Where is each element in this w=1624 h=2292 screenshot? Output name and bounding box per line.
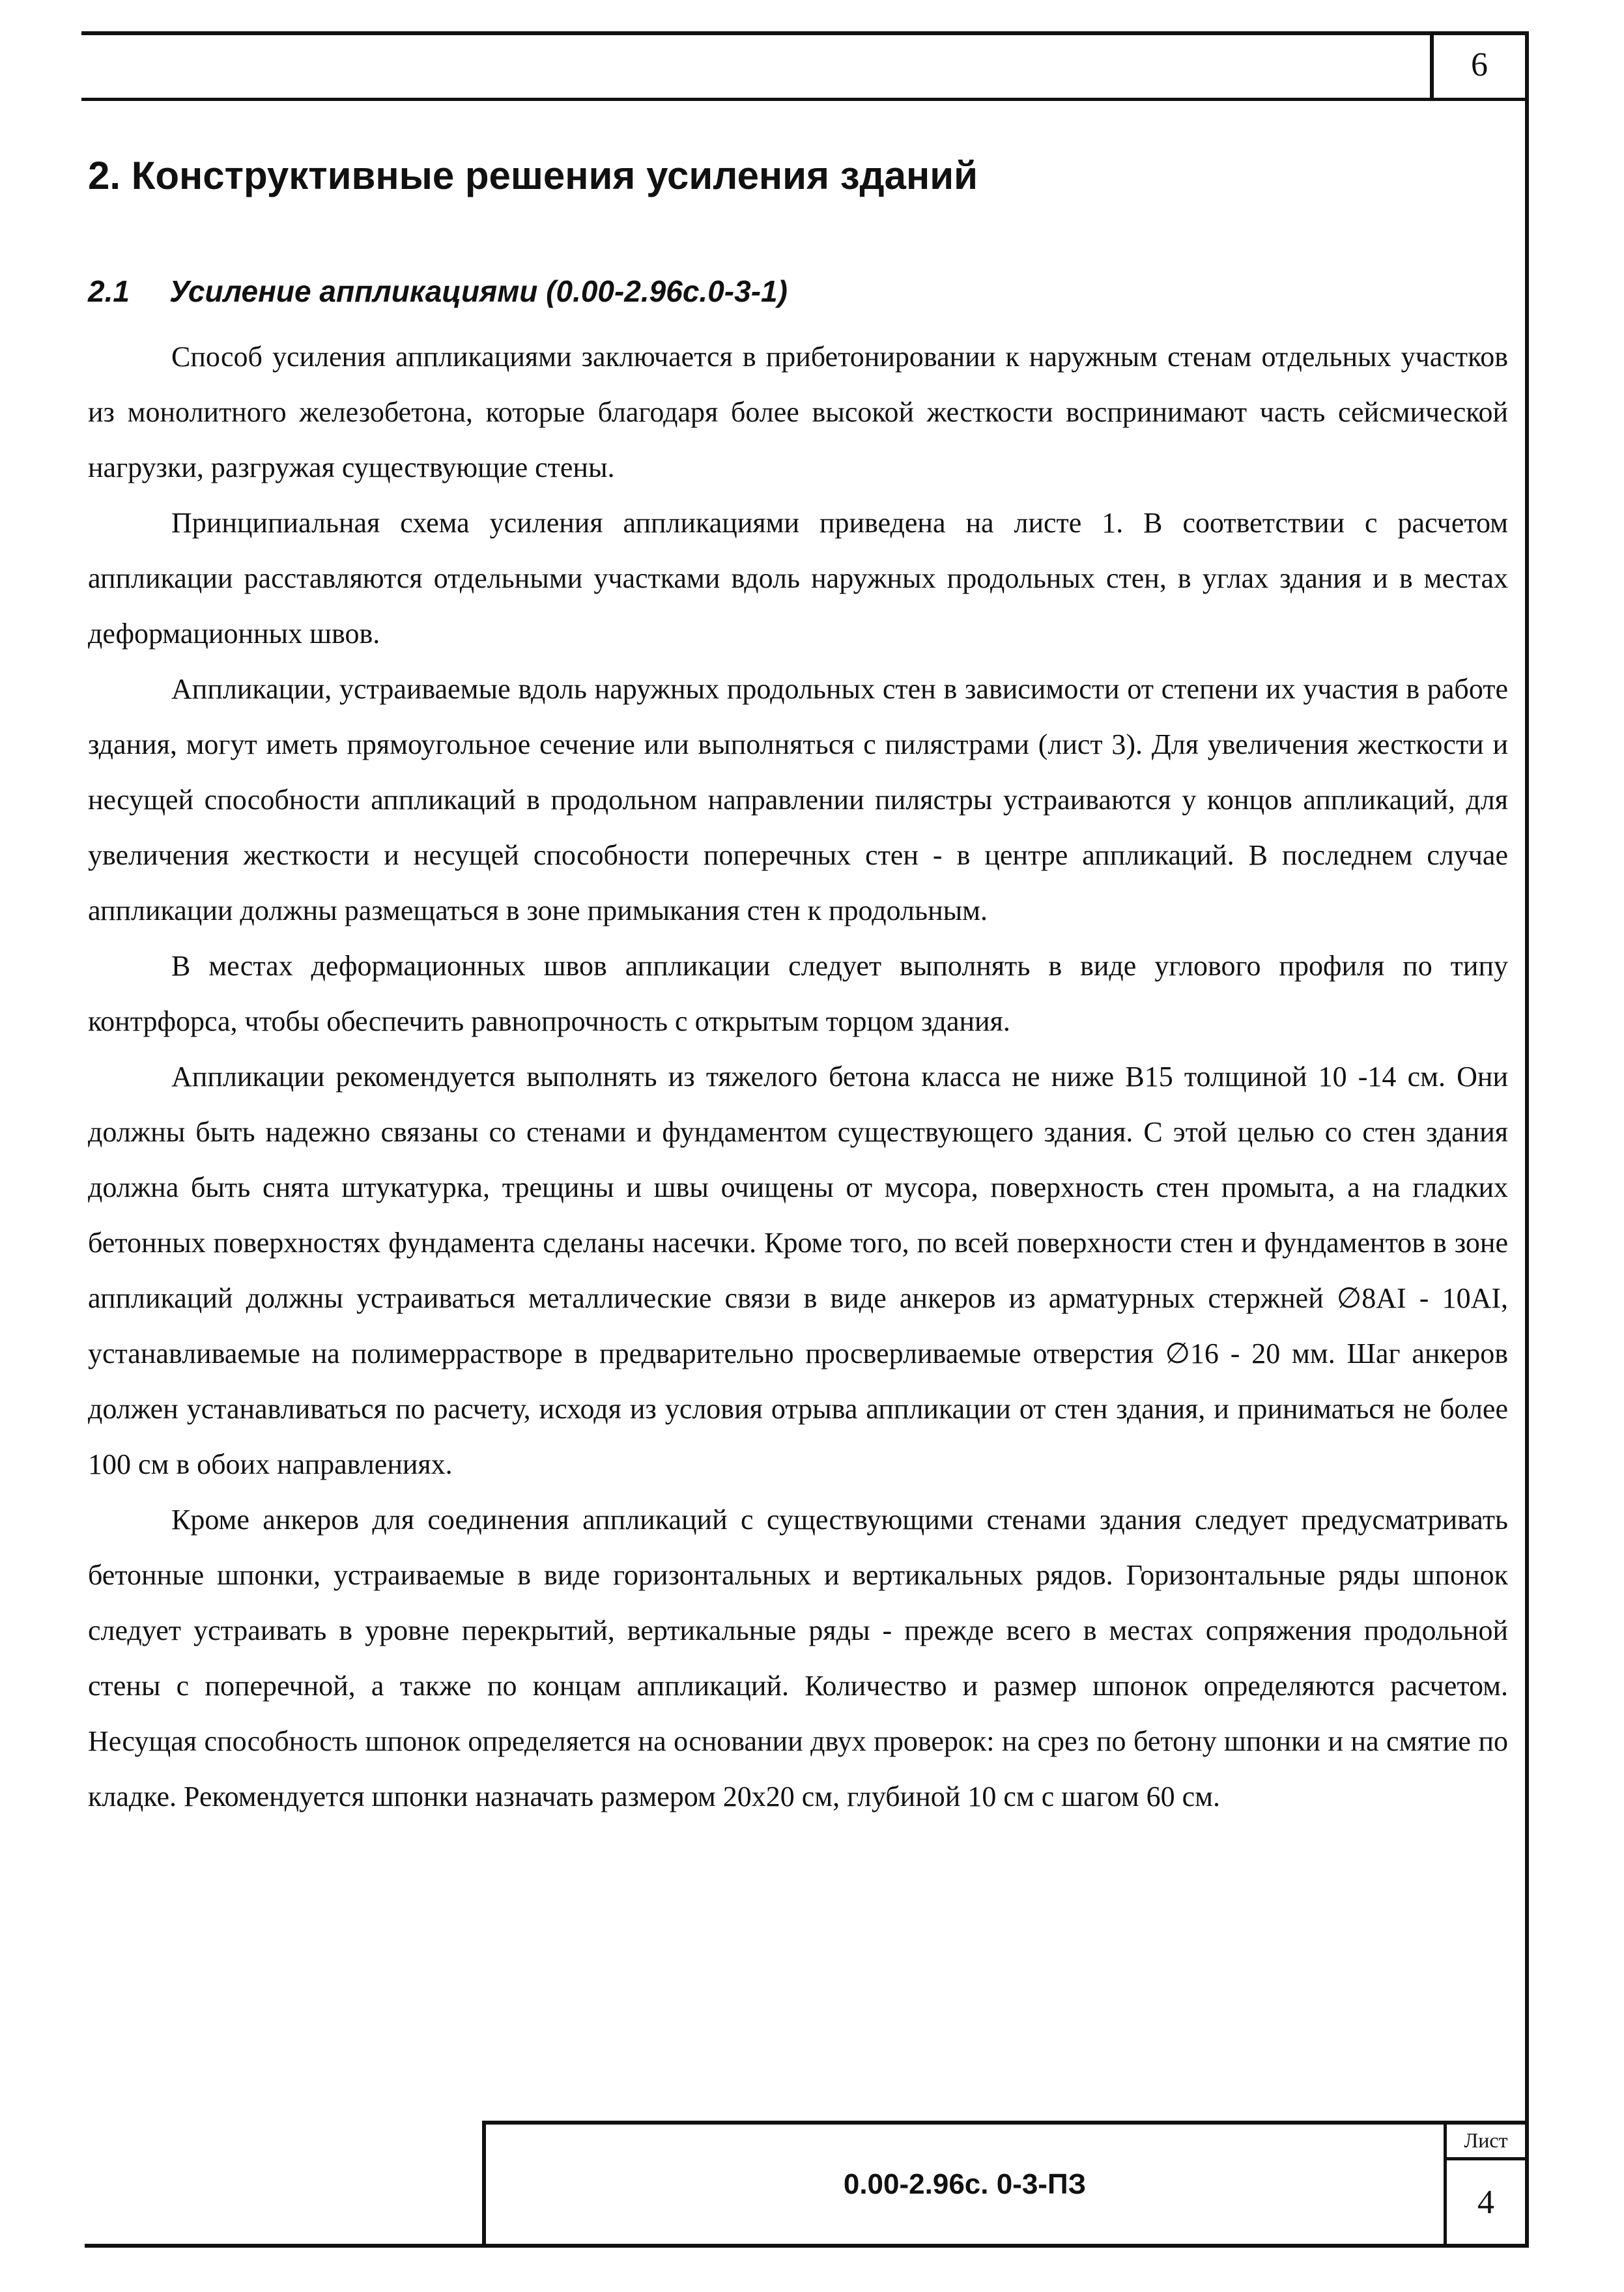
header-rule xyxy=(81,98,1529,101)
paragraph: В местах деформационных швов аппликации следует выполнять в виде углового профиля по типу контрфорса, чтобы обеспечить равнопрочность с открытым торцом здания. xyxy=(88,950,1508,1037)
paragraph: Аппликации рекомендуется выполнять из тяжелого бетона класса не ниже В15 толщиной 10 -14 см. Они должны быть надежно связаны со стенами и фундаментом существующего здания. С этой целью со стен здания должна быть снята штукатурка, трещины и швы очищены от мусора, поверхность стен промыта, а на гладких бетонных поверхностях фундамента сделаны насечки. Кроме того, по всей поверхности стен и фундаментов в зоне аппликаций должны устраиваться металлические связи в виде анкеров из арматурных стержней ∅8AI - 10AI, устанавливаемые на полимеррастворе в предварительно просверливаемые отверстия ∅16 - 20 мм. Шаг анкеров должен устанавливаться по расчету, исходя из условия отрыва аппликации от стен здания, и приниматься не более 100 см в обоих направлениях. xyxy=(88,1061,1508,1480)
paragraph: Кроме анкеров для соединения аппликаций с существующими стенами здания следует предусматривать бетонные шпонки, устраиваемые в виде горизонтальных и вертикальных рядов. Горизонтальные ряды шпонок следует устраивать в уровне перекрытий, вертикальные ряды - прежде всего в местах сопряжения продольной стены с поперечной, а также по концам аппликаций. Количество и размер шпонок определяются расчетом. Несущая способность шпонок определяется на основании двух проверок: на срез по бетону шпонки и на смятие по кладке. Рекомендуется шпонки назначать размером 20x20 см, глубиной 10 см с шагом 60 см. xyxy=(88,1504,1508,1812)
paragraph: Принципиальная схема усиления аппликациями приведена на листе 1. В соответствии с расчетом аппликации расставляются отдельными участками вдоль наружных продольных стен, в углах здания и в местах деформационных швов. xyxy=(88,507,1508,650)
bottom-rule xyxy=(85,2244,1529,2248)
subsection-heading xyxy=(88,274,788,309)
title-block xyxy=(482,2121,1529,2248)
document-code: 0.00-2.96с. 0-3-ПЗ xyxy=(843,2168,1087,2200)
subsection-title: Усиление аппликациями (0.00-2.96с.0-3-1) xyxy=(169,274,788,308)
paragraph: Аппликации, устраиваемые вдоль наружных продольных стен в зависимости от степени их участия в работе здания, могут иметь прямоугольное сечение или выполняться с пилястрами (лист 3). Для увеличения жесткости и несущей способности аппликаций в продольном направлении пилястры устраиваются у концов аппликаций, для увеличения жесткости и несущей способности поперечных стен - в центре аппликаций. В последнем случае аппликации должны размещаться в зоне примыкания стен к продольным. xyxy=(88,673,1508,926)
sheet-number: 4 xyxy=(1477,2183,1494,2221)
subsection-number: 2.1 xyxy=(88,274,130,308)
frame-top-border xyxy=(81,31,1529,35)
frame-right-border xyxy=(1525,31,1529,2149)
section-title: 2. Конструктивные решения усиления зданий xyxy=(88,154,978,197)
sheet-label: Лист xyxy=(1447,2125,1525,2160)
body-text xyxy=(88,329,1508,1824)
page-number: 6 xyxy=(1430,31,1525,98)
sheet-cell xyxy=(1444,2125,1525,2244)
paragraph: Способ усиления аппликациями заключается в прибетонировании к наружным стенам отдельных участков из монолитного железобетона, которые благодаря более высокой жесткости воспринимают часть сейсмической нагрузки, разгружая существующие стены. xyxy=(88,341,1508,483)
